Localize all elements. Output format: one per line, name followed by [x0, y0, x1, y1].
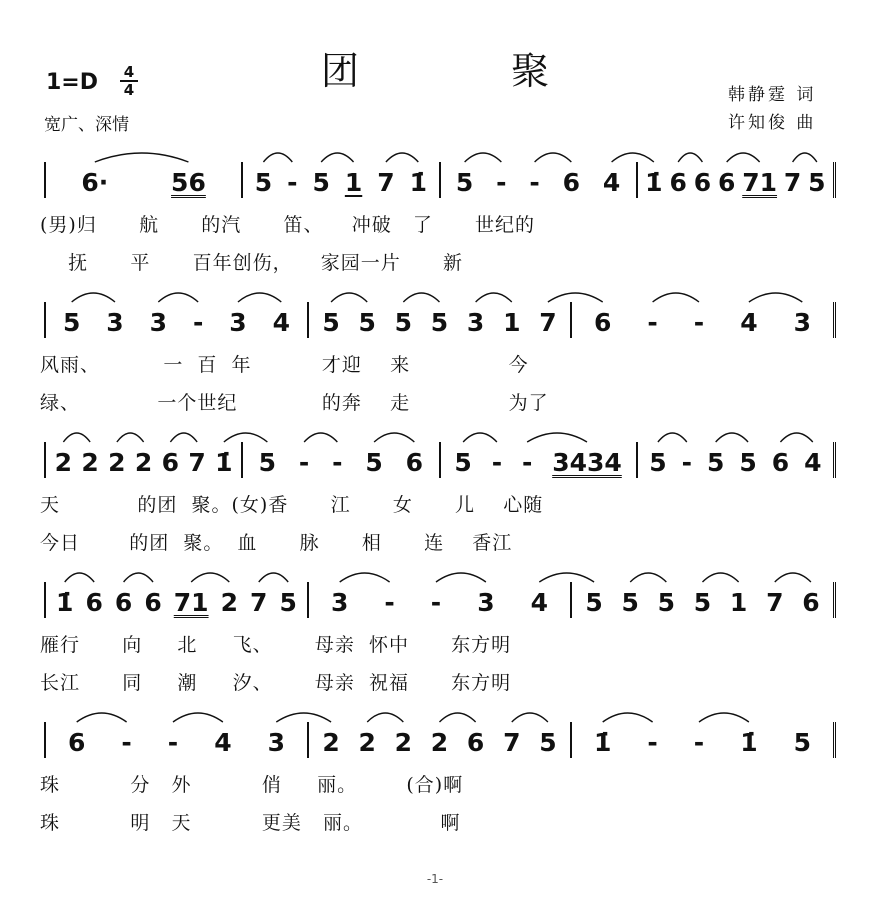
note: 3 — [331, 588, 349, 617]
slur-arc — [476, 293, 512, 302]
slur-arc — [72, 293, 115, 302]
slur-arc — [535, 153, 572, 162]
note: - — [693, 308, 705, 337]
meter-bottom: 4 — [123, 81, 135, 99]
slur-arc — [173, 713, 223, 722]
slur-arc — [340, 573, 390, 582]
note: 3 — [149, 308, 168, 337]
slur-arc — [276, 713, 331, 722]
slur-arc — [374, 433, 414, 442]
note: 6 — [68, 728, 86, 757]
note: 3 — [106, 308, 124, 337]
note: 5 — [649, 448, 667, 477]
slur-arc — [653, 293, 699, 302]
measure — [309, 302, 572, 338]
note: - — [384, 588, 395, 617]
note: 6 — [114, 588, 133, 617]
page-title: 团 聚 — [320, 49, 620, 93]
note: 1̇ — [594, 728, 612, 757]
measure — [441, 442, 638, 478]
measure — [243, 162, 440, 198]
note: 56 — [171, 168, 206, 197]
note: 1 — [729, 588, 748, 617]
note: 6 — [144, 588, 162, 617]
note: 5 — [322, 308, 340, 337]
slur-arc — [259, 573, 288, 582]
note: 1̇ — [56, 588, 74, 617]
slur-arc — [304, 433, 337, 442]
slur-arc — [775, 573, 811, 582]
measure — [572, 582, 836, 618]
slur-arc — [727, 153, 760, 162]
note: 2 — [394, 728, 413, 757]
lyric-line-1: 风雨、 一 百 年 才迎 来 今 — [40, 354, 529, 376]
note: 5 — [706, 448, 725, 477]
note: - — [121, 728, 132, 757]
note: 5 — [693, 588, 712, 617]
note: 6 — [405, 448, 424, 477]
note: 4 — [272, 308, 290, 337]
note: 1̇ — [409, 168, 427, 197]
slur-arc — [65, 573, 94, 582]
lyric-line-2: 抚 平 百年创伤， 家园一片 新 — [40, 252, 464, 274]
note: 3434 — [552, 448, 622, 477]
slur-arc — [463, 433, 497, 442]
slur-arc — [678, 153, 702, 162]
note: 4 — [214, 728, 232, 757]
note: 7 — [377, 168, 395, 197]
notes-row — [44, 302, 836, 338]
measure — [572, 302, 836, 338]
measure — [46, 722, 309, 758]
note: 3 — [477, 588, 495, 617]
slur-arc — [539, 573, 594, 582]
note: - — [430, 588, 442, 617]
note: 4 — [530, 588, 548, 617]
lyric-line-2: 绿、 一个世纪 的奔 走 为了 — [40, 392, 549, 414]
slur-arc — [63, 433, 90, 442]
slur-arc — [465, 153, 502, 162]
note: - — [693, 728, 705, 757]
note: 6 — [693, 168, 712, 197]
note: - — [192, 308, 204, 337]
note: 7 — [783, 168, 802, 197]
slur-arc — [630, 573, 666, 582]
composer-credit: 许知俊 曲 — [728, 113, 817, 133]
slur-arc — [702, 573, 738, 582]
measure — [572, 722, 836, 758]
note: 3 — [793, 308, 811, 337]
measure — [46, 302, 309, 338]
note: 6 — [669, 168, 687, 197]
slur-arc — [749, 293, 802, 302]
notation-system — [0, 556, 870, 694]
note: 6 — [594, 308, 612, 337]
note: 5 — [454, 448, 472, 477]
note: 5 — [365, 448, 383, 477]
note: 7 — [188, 448, 206, 477]
note: 7 — [250, 588, 268, 617]
note: 5 — [793, 728, 811, 757]
slur-arc — [612, 153, 654, 162]
slur-arc — [436, 573, 486, 582]
slur-arc — [367, 713, 403, 722]
slur-arc — [780, 433, 812, 442]
note: 7 — [766, 588, 784, 617]
time-signature — [118, 64, 140, 98]
lyric-line-1: (男)归 航 的汽 笛、 冲破 了 世纪的 — [40, 214, 536, 236]
notes-row — [44, 722, 836, 758]
note: 2 — [81, 448, 99, 477]
notation-system — [0, 136, 870, 274]
note: 1̇ — [645, 168, 663, 197]
page-number: -1- — [426, 872, 444, 886]
note: 3 — [466, 308, 485, 337]
slur-arc — [77, 713, 127, 722]
slur-arc — [321, 153, 353, 162]
slur-arc — [263, 153, 292, 162]
slur-arc — [658, 433, 687, 442]
note: 6 — [85, 588, 103, 617]
note: 6 — [161, 448, 180, 477]
note: 2 — [430, 728, 449, 757]
key-signature: 1=D — [46, 70, 99, 95]
slur-arc — [238, 293, 281, 302]
slur-arc — [439, 713, 475, 722]
notation-system — [0, 276, 870, 414]
slur-arc — [191, 573, 229, 582]
note: 1 — [344, 168, 363, 197]
note: 2 — [358, 728, 376, 757]
notes-row — [44, 442, 836, 478]
note: 7 — [539, 308, 557, 337]
note: 2 — [108, 448, 126, 477]
note: 1̇ — [740, 728, 758, 757]
slur-arc — [603, 713, 653, 722]
slur-arc — [527, 433, 587, 442]
note: 7 — [503, 728, 521, 757]
note: 6· — [81, 168, 109, 197]
lyric-line-1: 珠 分 外 俏 丽。 (合)啊 — [40, 774, 464, 796]
note: 5 — [394, 308, 413, 337]
note: 4 — [804, 448, 822, 477]
note: 1̇ — [215, 448, 233, 477]
note: 5 — [739, 448, 757, 477]
slur-arc — [403, 293, 439, 302]
notation-system — [0, 416, 870, 554]
slur-arc — [548, 293, 603, 302]
measure — [46, 162, 243, 198]
tempo-marking: 宽广、深情 — [44, 115, 129, 135]
note: 4 — [740, 308, 758, 337]
slur-arc — [117, 433, 144, 442]
measure — [309, 722, 572, 758]
note: 2 — [322, 728, 340, 757]
note: 6 — [771, 448, 790, 477]
measure — [638, 162, 836, 198]
note: 5 — [279, 588, 297, 617]
note: - — [167, 728, 179, 757]
measure — [243, 442, 440, 478]
measure — [441, 162, 638, 198]
note: 5 — [621, 588, 639, 617]
notes-row — [44, 162, 836, 198]
note: 2 — [134, 448, 153, 477]
slur-arc — [224, 433, 268, 442]
note: 3 — [267, 728, 285, 757]
slur-layer — [0, 136, 870, 166]
note: 1 — [503, 308, 521, 337]
measure — [46, 442, 243, 478]
slur-layer — [0, 276, 870, 306]
slur-arc — [331, 293, 367, 302]
notes-row — [44, 582, 836, 618]
note: 2 — [220, 588, 238, 617]
note: 5 — [254, 168, 273, 197]
measure — [46, 582, 309, 618]
note: 6 — [802, 588, 820, 617]
slur-arc — [158, 293, 198, 302]
slur-arc — [386, 153, 418, 162]
slur-arc — [170, 433, 197, 442]
lyricist-credit: 韩静霆 词 — [728, 85, 817, 105]
note: 3 — [229, 308, 247, 337]
lyric-line-2: 珠 明 天 更美 丽。 啊 — [40, 812, 461, 834]
note: - — [491, 448, 503, 477]
slur-layer — [0, 556, 870, 586]
note: 71 — [742, 168, 778, 197]
slur-layer — [0, 416, 870, 446]
note: - — [521, 448, 533, 477]
note: 4 — [602, 168, 621, 197]
note: 6 — [466, 728, 485, 757]
note: 6 — [717, 168, 736, 197]
lyric-line-1: 天 的团 聚。(女)香 江 女 儿 心随 — [40, 494, 544, 516]
lyric-line-2: 今日 的团 聚。 血 脉 相 连 香江 — [40, 532, 513, 554]
note: - — [647, 308, 658, 337]
meter-top: 4 — [123, 63, 135, 81]
measure — [309, 582, 572, 618]
note: 71 — [173, 588, 209, 617]
slur-arc — [699, 713, 749, 722]
note: - — [529, 168, 540, 197]
slur-layer — [0, 696, 870, 726]
note: - — [298, 448, 310, 477]
slur-arc — [124, 573, 153, 582]
note: 5 — [455, 168, 474, 197]
lyric-line-1: 雁行 向 北 飞、 母亲 怀中 东方明 — [40, 634, 512, 656]
note: 5 — [585, 588, 603, 617]
slur-arc — [793, 153, 817, 162]
slur-arc — [95, 153, 189, 162]
note: - — [332, 448, 343, 477]
note: - — [287, 168, 298, 197]
notation-system — [0, 696, 870, 834]
note: - — [681, 448, 692, 477]
note: - — [647, 728, 658, 757]
note: 5 — [62, 308, 81, 337]
note: 5 — [808, 168, 826, 197]
note: 5 — [657, 588, 676, 617]
slur-arc — [716, 433, 748, 442]
slur-arc — [512, 713, 548, 722]
note: 5 — [312, 168, 330, 197]
note: 2 — [54, 448, 73, 477]
measure — [638, 442, 836, 478]
note: 5 — [358, 308, 376, 337]
note: 5 — [430, 308, 449, 337]
lyric-line-2: 长江 同 潮 汐、 母亲 祝福 东方明 — [40, 672, 512, 694]
note: 6 — [562, 168, 581, 197]
note: 5 — [258, 448, 277, 477]
note: 5 — [539, 728, 557, 757]
note: - — [496, 168, 507, 197]
